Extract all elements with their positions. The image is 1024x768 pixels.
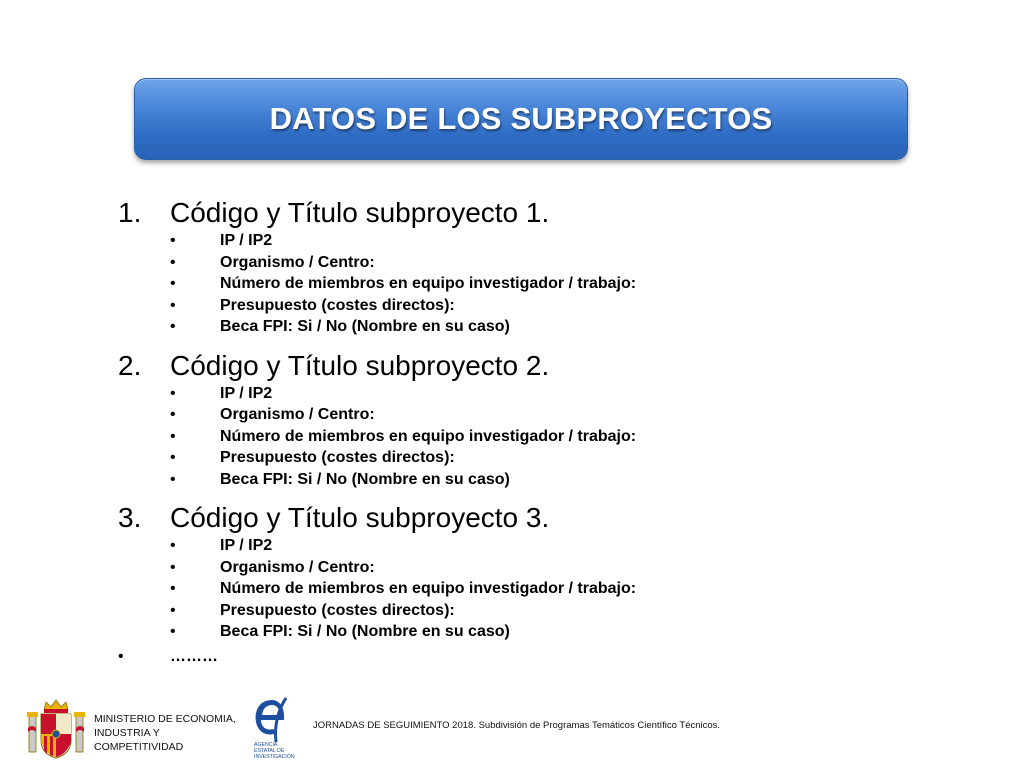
bullet-icon: • bbox=[170, 580, 176, 597]
list-item-text: Beca FPI: Si / No (Nombre en su caso) bbox=[220, 318, 510, 335]
list-item bbox=[118, 535, 838, 557]
agency-logo-text: INVESTIGACIÓN bbox=[254, 754, 295, 760]
section-heading bbox=[118, 501, 838, 535]
section-heading bbox=[118, 349, 838, 383]
list-item-text: Presupuesto (costes directos): bbox=[220, 601, 455, 619]
list-item bbox=[118, 469, 838, 491]
footer bbox=[0, 690, 1024, 768]
bullet-icon: • bbox=[170, 384, 176, 402]
agency-logo-icon bbox=[248, 696, 298, 764]
bullet-icon: • bbox=[170, 427, 176, 445]
bullet-icon: • bbox=[170, 558, 176, 576]
list-item bbox=[118, 447, 838, 469]
ministry-line: COMPETITIVIDAD bbox=[94, 741, 184, 753]
ministry-line: MINISTERIO DE ECONOMIA, bbox=[94, 713, 236, 725]
section-heading bbox=[118, 196, 838, 230]
list-item-text: Organismo / Centro: bbox=[220, 253, 375, 271]
content-list bbox=[118, 196, 838, 667]
list-item bbox=[118, 600, 838, 622]
section-title: Código y Título subproyecto 2. bbox=[170, 349, 550, 381]
bullet-icon: • bbox=[170, 275, 176, 292]
final-ellipsis-item bbox=[118, 646, 838, 667]
bullet-icon: • bbox=[170, 318, 176, 335]
list-item-text: IP / IP2 bbox=[220, 232, 273, 249]
section-number: 3. bbox=[118, 502, 142, 533]
bullet-icon: • bbox=[170, 296, 176, 314]
list-item-text: Beca FPI: Si / No (Nombre en su caso) bbox=[220, 623, 510, 640]
agency-logo-text: AGENCIA bbox=[254, 742, 278, 748]
bullet-icon: • bbox=[170, 449, 176, 466]
bullet-list bbox=[118, 230, 838, 338]
bullet-icon: • bbox=[170, 253, 176, 271]
slide-title: DATOS DE LOS SUBPROYECTOS bbox=[269, 101, 773, 136]
list-item bbox=[118, 383, 838, 405]
bullet-icon: • bbox=[170, 470, 176, 488]
list-item-text: Número de miembros en equipo investigador / trabajo: bbox=[220, 427, 637, 445]
list-item-text: IP / IP2 bbox=[220, 537, 273, 554]
list-item-text: Presupuesto (costes directos): bbox=[220, 296, 455, 314]
list-item bbox=[118, 426, 838, 448]
list-item-text: Organismo / Centro: bbox=[220, 406, 375, 423]
list-item bbox=[118, 252, 838, 274]
bullet-icon: • bbox=[118, 647, 124, 665]
footer-note: JORNADAS DE SEGUIMIENTO 2018. Subdivisión de Programas Temáticos Científico Técnicos. bbox=[313, 720, 721, 731]
section-number: 1. bbox=[118, 197, 142, 228]
subproject-section-2 bbox=[118, 349, 838, 491]
section-number: 2. bbox=[118, 349, 142, 381]
list-item bbox=[118, 557, 838, 579]
bullet-icon: • bbox=[170, 537, 176, 554]
list-item bbox=[118, 273, 838, 295]
list-item bbox=[118, 295, 838, 317]
coat-of-arms-icon bbox=[26, 698, 86, 762]
list-item-text: Número de miembros en equipo investigador / trabajo: bbox=[220, 275, 637, 292]
title-banner bbox=[134, 78, 908, 160]
list-item-text: Organismo / Centro: bbox=[220, 558, 375, 576]
list-item bbox=[118, 621, 838, 643]
list-item bbox=[118, 316, 838, 338]
list-item-text: Número de miembros en equipo investigador / trabajo: bbox=[220, 580, 637, 597]
subproject-section-1 bbox=[118, 196, 838, 338]
list-item-text: IP / IP2 bbox=[220, 384, 273, 402]
ministry-line: INDUSTRIA Y bbox=[94, 727, 160, 739]
list-item bbox=[118, 404, 838, 426]
bullet-icon: • bbox=[170, 232, 176, 249]
list-item-text: Beca FPI: Si / No (Nombre en su caso) bbox=[220, 470, 510, 488]
subproject-section-3 bbox=[118, 501, 838, 643]
bullet-list bbox=[118, 383, 838, 491]
ellipsis-text: ……… bbox=[170, 647, 218, 665]
bullet-icon: • bbox=[170, 601, 176, 619]
agency-logo-text: ESTATAL DE bbox=[254, 748, 285, 754]
section-title: Código y Título subproyecto 1. bbox=[170, 197, 550, 228]
bullet-icon: • bbox=[170, 406, 176, 423]
list-item-text: Presupuesto (costes directos): bbox=[220, 449, 455, 466]
section-title: Código y Título subproyecto 3. bbox=[170, 502, 550, 533]
bullet-icon: • bbox=[170, 623, 176, 640]
bullet-list bbox=[118, 535, 838, 643]
list-item bbox=[118, 578, 838, 600]
ministry-name bbox=[94, 712, 236, 754]
list-item bbox=[118, 230, 838, 252]
